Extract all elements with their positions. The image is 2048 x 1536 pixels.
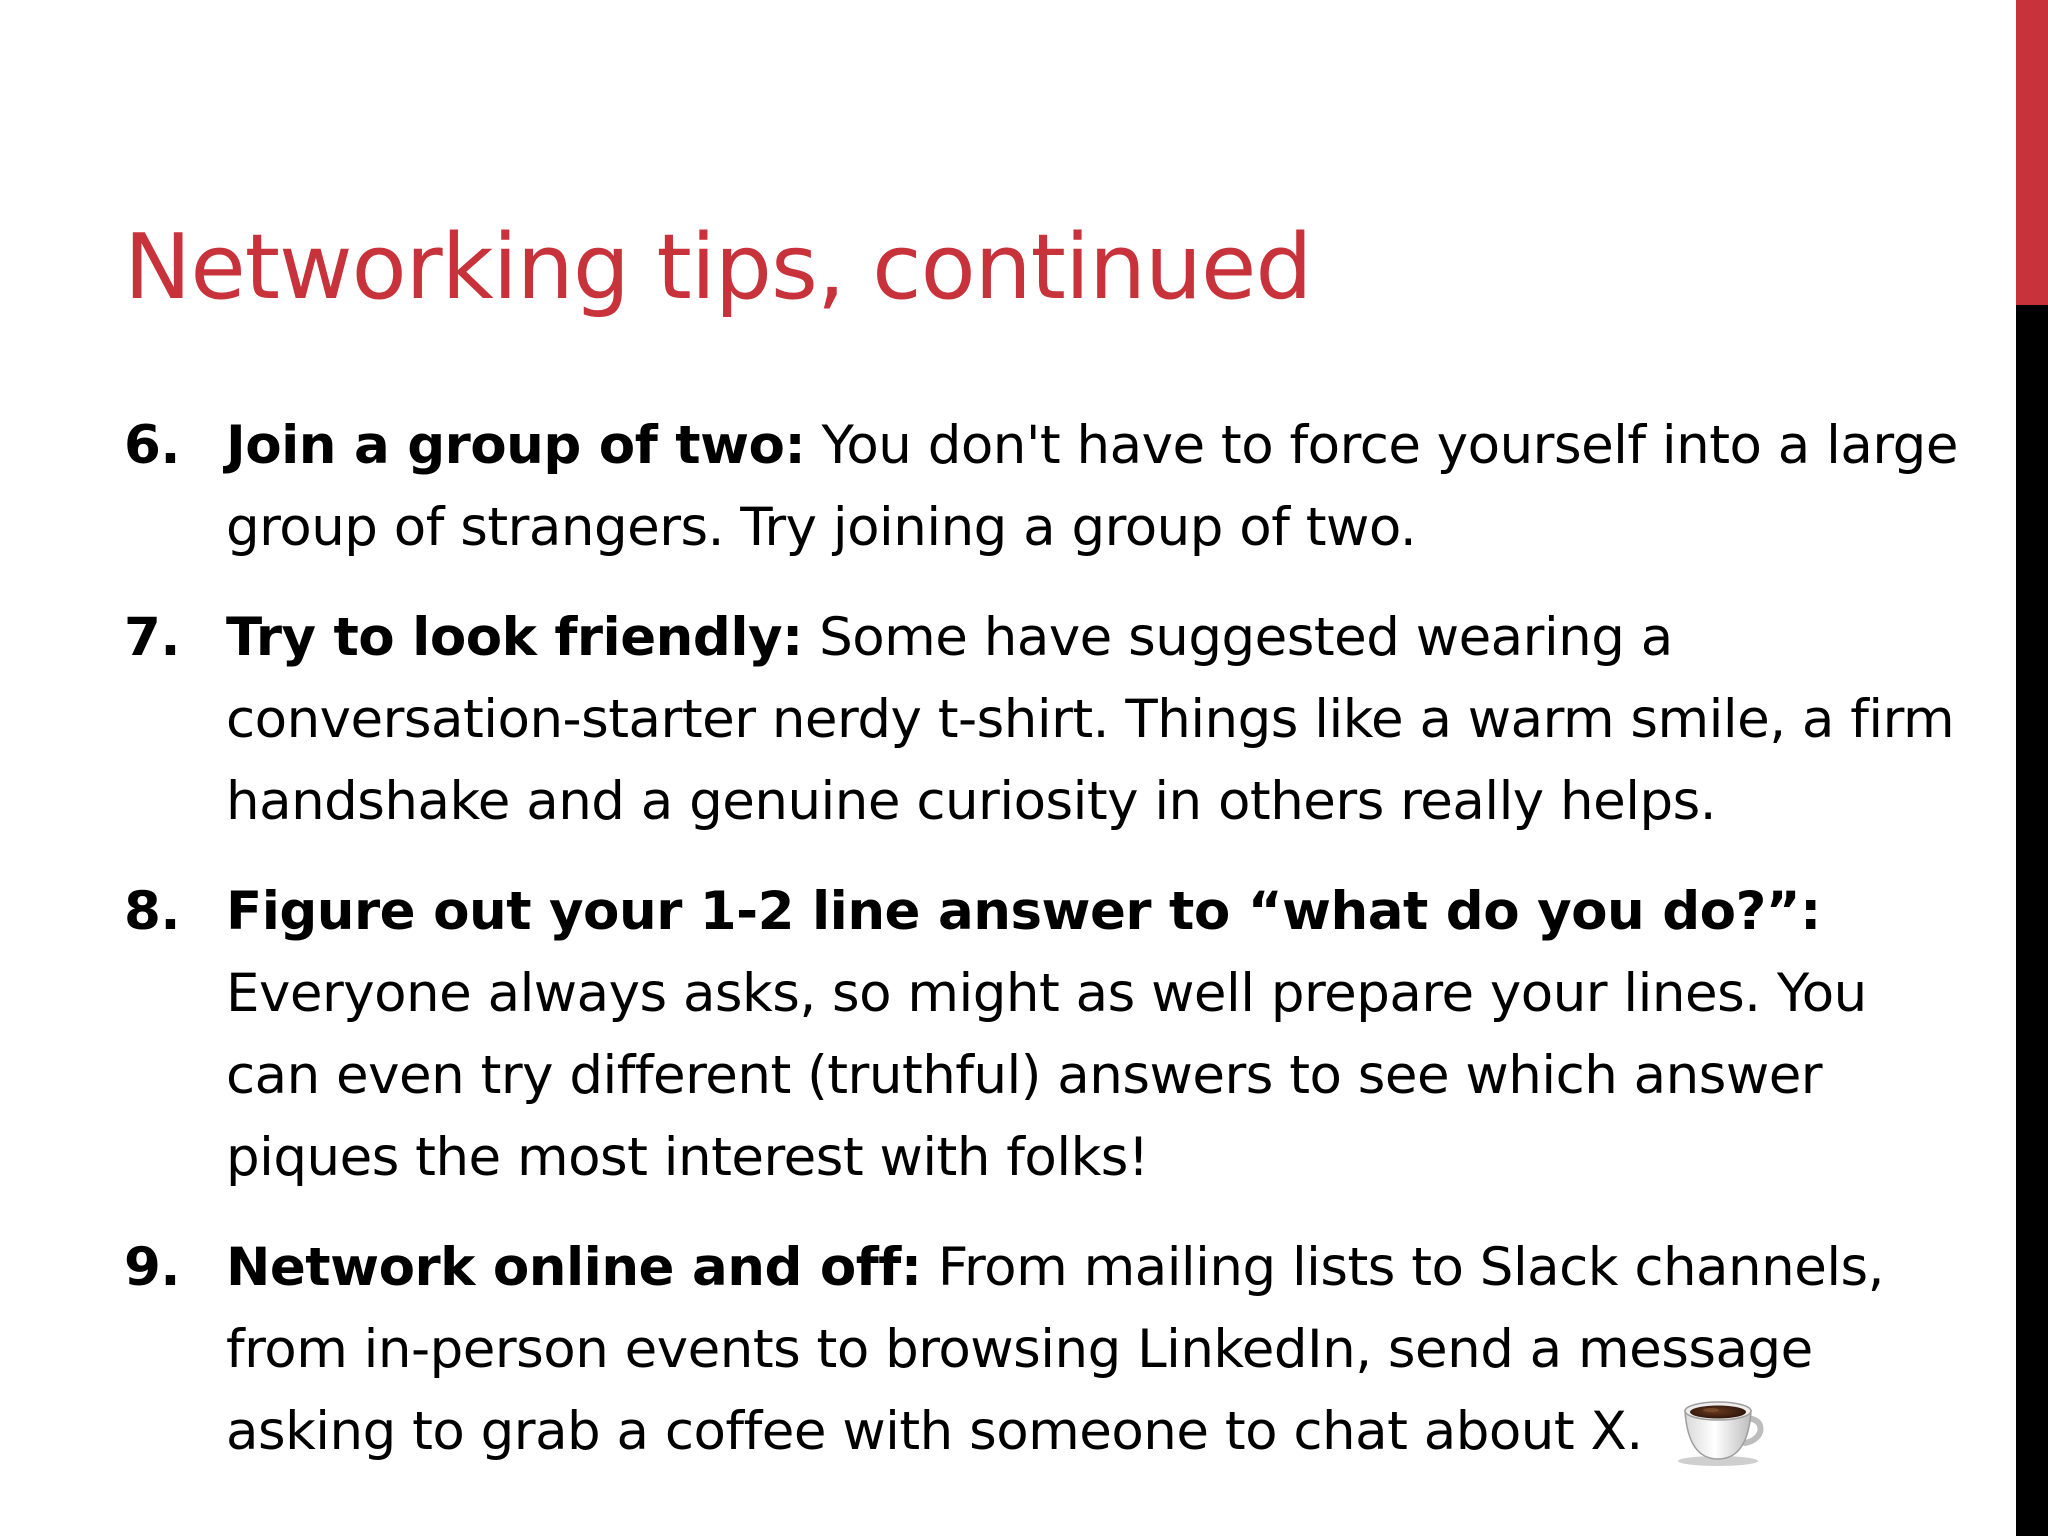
tip-body: You don't have to force yourself into a large group of strangers. Try joining a group of two. — [226, 415, 1958, 558]
tip-number: 8. — [124, 881, 181, 942]
tip-number: 9. — [124, 1237, 181, 1298]
side-accent-bar — [2016, 0, 2048, 1536]
slide-title: Networking tips, continued — [124, 215, 1312, 320]
list-item — [124, 597, 1964, 843]
tip-body: Some have suggested wearing a conversation-starter nerdy t-shirt. Things like a warm smile, a firm handshake and a genuine curiosity in others really helps. — [226, 607, 1955, 832]
list-item — [124, 871, 1964, 1199]
list-item — [124, 1227, 1964, 1473]
tip-heading: Join a group of two: — [226, 415, 806, 476]
tip-heading: Try to look friendly: — [226, 607, 803, 668]
tip-number: 6. — [124, 415, 181, 476]
tip-number: 7. — [124, 607, 181, 668]
tip-body: From mailing lists to Slack channels, from in-person events to browsing LinkedIn, send a message asking to grab a coffee with someone to chat about X. — [226, 1237, 1885, 1462]
tip-heading: Network online and off: — [226, 1237, 922, 1298]
accent-bar-black — [2016, 305, 2048, 1536]
tips-list — [124, 405, 1964, 1501]
tip-body: Everyone always asks, so might as well prepare your lines. You can even try different (truthful) answers to see which answer piques the most interest with folks! — [226, 963, 1867, 1188]
accent-bar-red — [2016, 0, 2048, 305]
tip-heading: Figure out your 1-2 line answer to “what do you do?”: — [226, 881, 1821, 942]
coffee-cup-icon — [1673, 1395, 1769, 1467]
list-item — [124, 405, 1964, 569]
